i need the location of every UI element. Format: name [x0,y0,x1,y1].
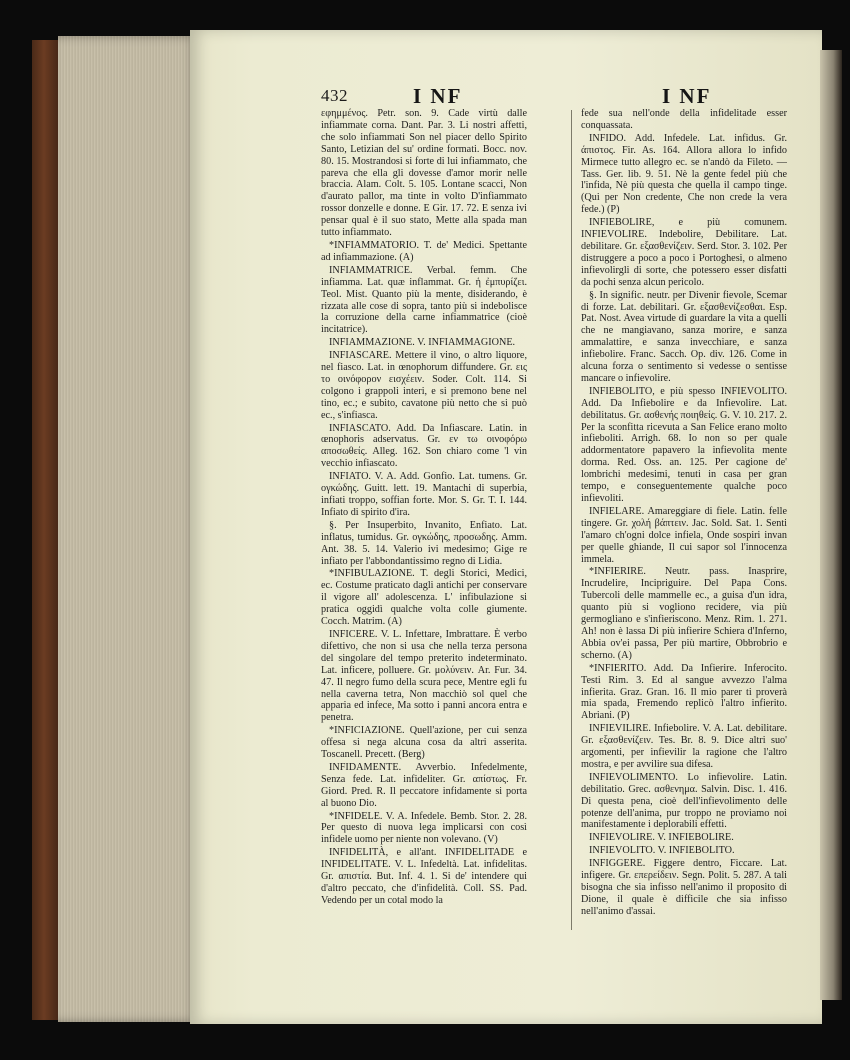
left-column [321,108,527,908]
facing-page-edge [820,50,842,1000]
running-head-right: I NF [662,84,712,108]
page-edges [58,36,198,1022]
dictionary-entry: *INFIERITO. Add. Da Infierire. Inferocito. Testi Rim. 3. Ed al sangue avvezzo l'alma infierita. Graz. Gran. 16. Il mio parer ti proverà mia spada, Fremendo replicò l'altro infierito. Abriani. (P) [581,662,787,722]
dictionary-entry: INFICERE. V. L. Infettare, Imbrattare. È verbo difettivo, che non si usa che nella terza persona del singolare del tempo preterito indeterminato. Lat. inficere, polluere. Gr. μολύνειν. Ar. Fur. 34. 47. Il negro fumo della scura pece, Mentre egli fu nella caverna tetra, Non macchiò sol quel che apparia ed infece, Ma sotto i panni ancora entra e penetra. [321,628,527,724]
dictionary-entry: §. In signific. neutr. per Divenir fievole, Scemar di forze. Lat. debilitari. Gr. εξασθενίζεσθαι. Esp. Pat. Nost. Avea virtude di guardare la vita a quelli che ne mangiavano, sanza morire, e sanza ammalattire, e sanza invecchiare, e sanza infiebolire. Franc. Sacch. Op. div. 126. Come in alcuna forza o sentimento si vedesse o sentisse mancare o infievolire. [581,289,787,384]
dictionary-entry: INFIDELITÀ, e all'ant. INFIDELITADE e INFIDELITATE. V. L. Infedeltà. Lat. infidelitas. Gr. απιστία. But. Inf. 4. 1. Si de' intendere qui d'altro peccato, che d'infidelità. Coll. SS. Pad. Vedendo per un cotal modo la [321,847,527,906]
dictionary-entry: INFIAMMATRICE. Verbal. femm. Che infiamma. Lat. quæ inflammat. Gr. ἡ ἐμπυρίζει. Teol. Mist. Quanto più la mente, disiderando, è rizzata alle cose di sopra, tanto più si indebolisce la corruzione della carne infiammatrice (cioè incitatrice). [321,264,527,336]
dictionary-entry: INFIASCARE. Mettere il vino, o altro liquore, nel fiasco. Lat. in œnophorum diffundere. Gr. εις το οινόφορον εισχέειν. Soder. Colt. 114. Si colgono i grappoli interi, e si premono bene nel tino, ec.; e subito, cavatone più netto che si può ec., s'infiasca. [321,350,527,421]
dictionary-entry: INFIATO. V. A. Add. Gonfio. Lat. tumens. Gr. ογκώδης. Guitt. lett. 19. Mantachi di superbia, infiati troppo, soffian forte. Mor. S. Gr. T. I. 144. Infiato di spirito d'ira. [321,471,527,518]
dictionary-entry: INFIDO. Add. Infedele. Lat. infidus. Gr. άπιστος. Fir. As. 164. Allora allora lo infido Mirmece tutto allegro ec. se n'andò da Fileto. — Tass. Ger. lib. 9. 51. Nè la gente fedel più che l'infida, Nè più questa che quella il campo tinge. (Qui per Non credente, Che non crede la vera fede.) (P) [581,132,787,216]
column-divider [571,110,572,930]
page-number: 432 [321,86,348,105]
dictionary-entry: INFIELARE. Amareggiare di fiele. Latin. felle tingere. Gr. χολή βάπτειν. Jac. Sold. Sat. 1. Senti l'amaro ch'ogni dolce infiela, Onde sospiri invan per quelle ghiande, Il cui sapor sol l'innocenza immela. [581,505,787,565]
dictionary-entry: INFIEVOLITO. V. INFIEBOLITO. [589,845,735,857]
dictionary-entry: INFIASCATO. Add. Da Infiascare. Latin. in œnophoris adservatus. Gr. εν τω οινοφόρω αποσωθείς. Alleg. 162. Son chiaro come 'l vin vecchio infiascato. [321,422,527,470]
running-head-left: I NF [413,84,463,108]
dictionary-entry: INFIDAMENTE. Avverbio. Infedelmente, Senza fede. Lat. infideliter. Gr. απίστως. Fr. Giord. Pred. R. Il peccatore infidamente si porta al buono Dio. [321,761,527,809]
dictionary-entry: *INFIDELE. V. A. Infedele. Bemb. Stor. 2. 28. Per questo di nuova lega implicarsi con così infidele uomo per niente non volevano. (V) [321,810,527,846]
dictionary-entry: *INFIERIRE. Neutr. pass. Inasprire, Incrudelire, Incipriguire. Del Papa Cons. Tubercoli delle mammelle ec., a guisa d'un idra, quanto più si vogliono recidere, via più germogliano e s'infieriscono. Menz. Rim. 1. 271. Ah! non è lassa Di più infierire Schiera d'Inferno, Abbia ov'ei passa, Per più martire, Obbrobrio e scherno. (A) [581,566,787,661]
dictionary-entry: *INFIBULAZIONE. T. degli Storici, Medici, ec. Costume praticato dagli antichi per conservare il vigore all' adolescenza. L' infibulazione si pratica oggidì qualche volta colle giumente. Cocch. Matrim. (A) [321,568,527,628]
dictionary-entry: εφημμένος. Petr. son. 9. Cade virtù dalle infiammate corna. Dant. Par. 3. Li nostri affetti, che solo infiammati Son nel piacer dello Spirito Santo, Letizian del su' ordine formati. Bocc. nov. 80. 15. Mostrandosi si forte di lui infiammato, che pareva che ella gli dovesse d'amor morir nelle braccia. Alam. Colt. 5. 105. Lontane scacci, Non d'aurato pallor, ma tinte in volto D'infiammato rossor donzelle e donne. E Gir. 17. 72. E senza ivi pensar qual è il suo stato, Mette alla spada man tutto infiammato. [321,108,527,239]
dictionary-entry: INFIEVILIRE. Infiebolire. V. A. Lat. debilitare. Gr. εξασθενίζειν. Tes. Br. 8. 9. Dice altri suo' argomenti, per infievilir la ragione che l'altro mostra, e per avvilire sua difesa. [581,723,787,770]
dictionary-entry: §. Per Insuperbito, Invanito, Enfiato. Lat. inflatus, tumidus. Gr. ογκώδης, προσωδης. Amm. Ant. 38. 5. 14. Valerio ivi medesimo; Gige re infiato per l'abbondantissimo regno di Lidia. [321,519,527,567]
dictionary-entry: INFIEBOLIRE, e più comunem. INFIEVOLIRE. Indebolire, Debilitare. Lat. debilitare. Gr. εξασθενίζειν. Serd. Stor. 3. 102. Per distruggere a poco a poco i Portoghesi, o almeno infievolirgli di sorte, che potessero esser disfatti da pochi senza alcun pericolo. [581,217,787,288]
dictionary-entry: INFIGGERE. Figgere dentro, Ficcare. Lat. infigere. Gr. επερείδειν. Segn. Polit. 5. 287. A tali bisogna che sia infisso nell'animo il proposito di Dione, il quale è difficile che sia infisso nell'animo d'assai. [581,858,787,917]
dictionary-entry: INFIEBOLITO, e più spesso INFIEVOLITO. Add. Da Infiebolire e da Infievolire. Lat. debilitatus. Gr. ασθενής ποιηθείς. G. V. 10. 217. 2. Per la sconfitta ricevuta a San Felice erano molto infieboliti. Arrigh. 68. Io non so per quale addormentatore papavero la infievolita mente dorma. Red. Oss. an. 125. Per cagione de' lombrichi medesimi, tenuti in casa per gran tempo, e conseguentemente qualche poco infievoliti. [581,385,787,504]
dictionary-entry: *INFICIAZIONE. Quell'azione, per cui senza offesa si nega alcuna cosa da altri asserita. Toscanell. Precett. (Berg) [321,725,527,761]
dictionary-entry: INFIEVOLIRE. V. INFIEBOLIRE. [589,832,734,844]
dictionary-entry: INFIEVOLIMENTO. Lo infievolire. Latin. debilitatio. Grec. ασθενημα. Salvin. Disc. 1. 416. Di questa pena, cioè dell'infievolimento delle potenze dell'anima, pur troppo ne proviamo noi manifestamente i deplorabili effetti. [581,771,787,831]
right-column [581,108,787,919]
dictionary-entry: *INFIAMMATORIO. T. de' Medici. Spettante ad infiammazione. (A) [321,239,527,263]
dictionary-entry: fede sua nell'onde della infidelitade esser conquassata. [581,108,787,131]
dictionary-entry: INFIAMMAZIONE. V. INFIAMMAGIONE. [329,337,516,349]
